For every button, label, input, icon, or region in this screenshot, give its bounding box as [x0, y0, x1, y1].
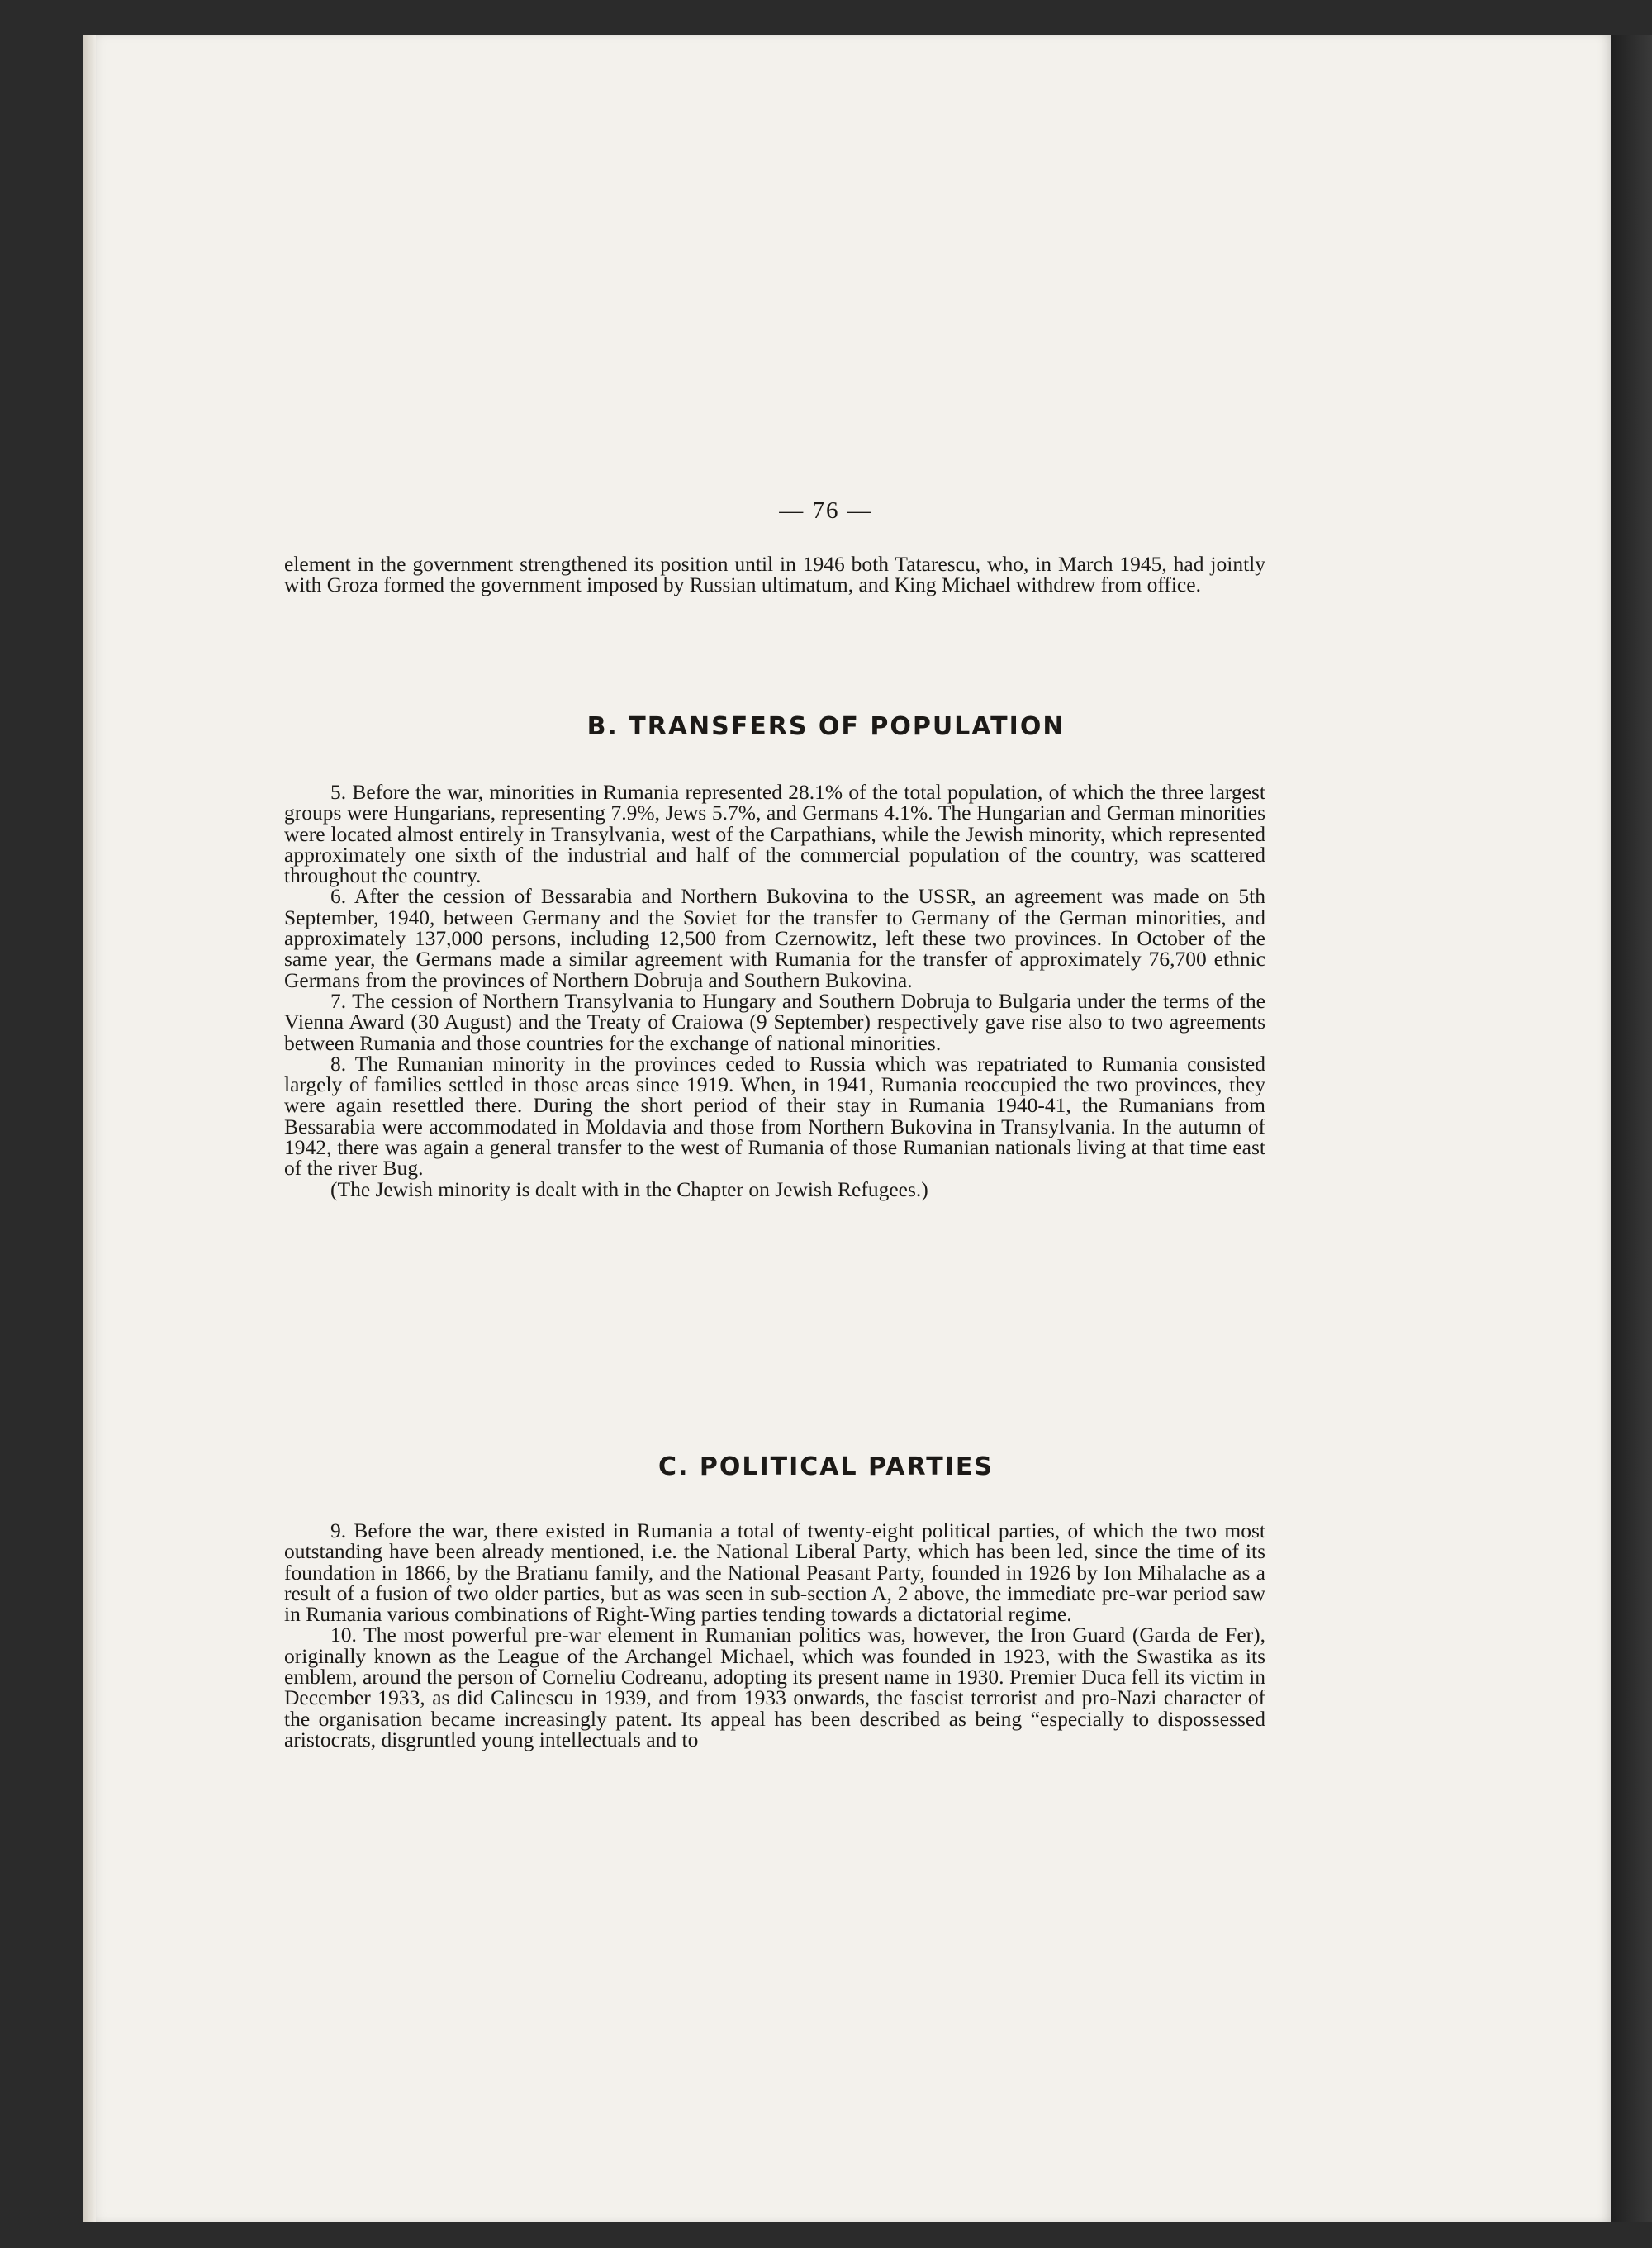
paragraph-8: 8. The Rumanian minority in the provinces ceded to Russia which was repatriated to Rumania consisted largely of families settled in those areas since 1919. When, in 1941, Rumania reoccupied the two provinces, they were again resettled there. During the short period of their stay in Rumania 1940-41, the Rumanians from Bessarabia were accommodated in Moldavia and those from Northern Bukovina in Transylvania. In the autumn of 1942, there was again a general transfer to the west of Rumania of those Rumanian nationals living at that time east of the river Bug. — [284, 1051, 1265, 1181]
section-b-heading: B. TRANSFERS OF POPULATION — [586, 712, 1066, 741]
section-c-heading: C. POLITICAL PARTIES — [658, 1452, 994, 1481]
section-c-body — [284, 1520, 1265, 1750]
section-b-body — [284, 782, 1265, 1200]
paragraph-7: 7. The cession of Northern Transylvania to Hungary and Southern Dobruja to Bulgaria under the terms of the Vienna Award (30 August) and the Treaty of Craiowa (9 September) respectively gave rise also to two agreements between Rumania and those countries for the exchange of national minorities. — [284, 988, 1265, 1055]
paragraph-9: 9. Before the war, there existed in Rumania a total of twenty-eight political parties, of which the two most outstanding have been already mentioned, i.e. the National Liberal Party, which has been led, since the time of its foundation in 1866, by the Bratianu family, and the National Peasant Party, founded in 1926 by Ion Mihalache as a result of a fusion of two older parties, but as was seen in sub-section A, 2 above, the immediate pre-war period saw in Rumania various combinations of Right-Wing parties tending towards a dictatorial regime. — [284, 1518, 1265, 1627]
paragraph-5: 5. Before the war, minorities in Rumania represented 28.1% of the total population, of which the three largest groups were Hungarians, representing 7.9%, Jews 5.7%, and Germans 4.1%. The Hungarian and German minorities were located almost entirely in Transylvania, west of the Carpathians, while the Jewish minority, which represented approximately one sixth of the industrial and half of the commercial population of the country, was scattered throughout the country. — [284, 780, 1265, 888]
intro-block — [284, 554, 1265, 596]
jewish-minority-note: (The Jewish minority is dealt with in the Chapter on Jewish Refugees.) — [330, 1176, 928, 1201]
page-spine-shadow — [83, 35, 96, 2222]
scanner-background — [1611, 35, 1652, 2222]
intro-paragraph: element in the government strengthened its position until in 1946 both Tatarescu, who, in March 1945, had jointly with Groza formed the government imposed by Russian ultimatum, and King Michael withdrew from office. — [284, 552, 1265, 597]
paragraph-10: 10. The most powerful pre-war element in Rumanian politics was, however, the Iron Guard (Garda de Fer), originally known as the League of the Archangel Michael, which was founded in 1923, with the Swastika as its emblem, around the person of Corneliu Codreanu, adopting its present name in 1930. Premier Duca fell its victim in December 1933, as did Calinescu in 1939, and from 1933 onwards, the fascist terrorist and pro-Nazi character of the organisation became increasingly patent. Its appeal has been described as being “especially to dispossessed aristocrats, disgruntled young intellectuals and to — [284, 1623, 1265, 1751]
paragraph-6: 6. After the cession of Bessarabia and Northern Bukovina to the USSR, an agreement was made on 5th September, 1940, between Germany and the Soviet for the transfer to Germany of the German minorities, and approximately 137,000 persons, including 12,500 from Czernowitz, left these two provinces. In October of the same year, the Germans made a similar agreement with Rumania for the transfer of approximately 76,700 ethnic Germans from the provinces of Northern Dobruja and Southern Bukovina. — [284, 884, 1265, 992]
page-number: — 76 — — [779, 497, 873, 524]
